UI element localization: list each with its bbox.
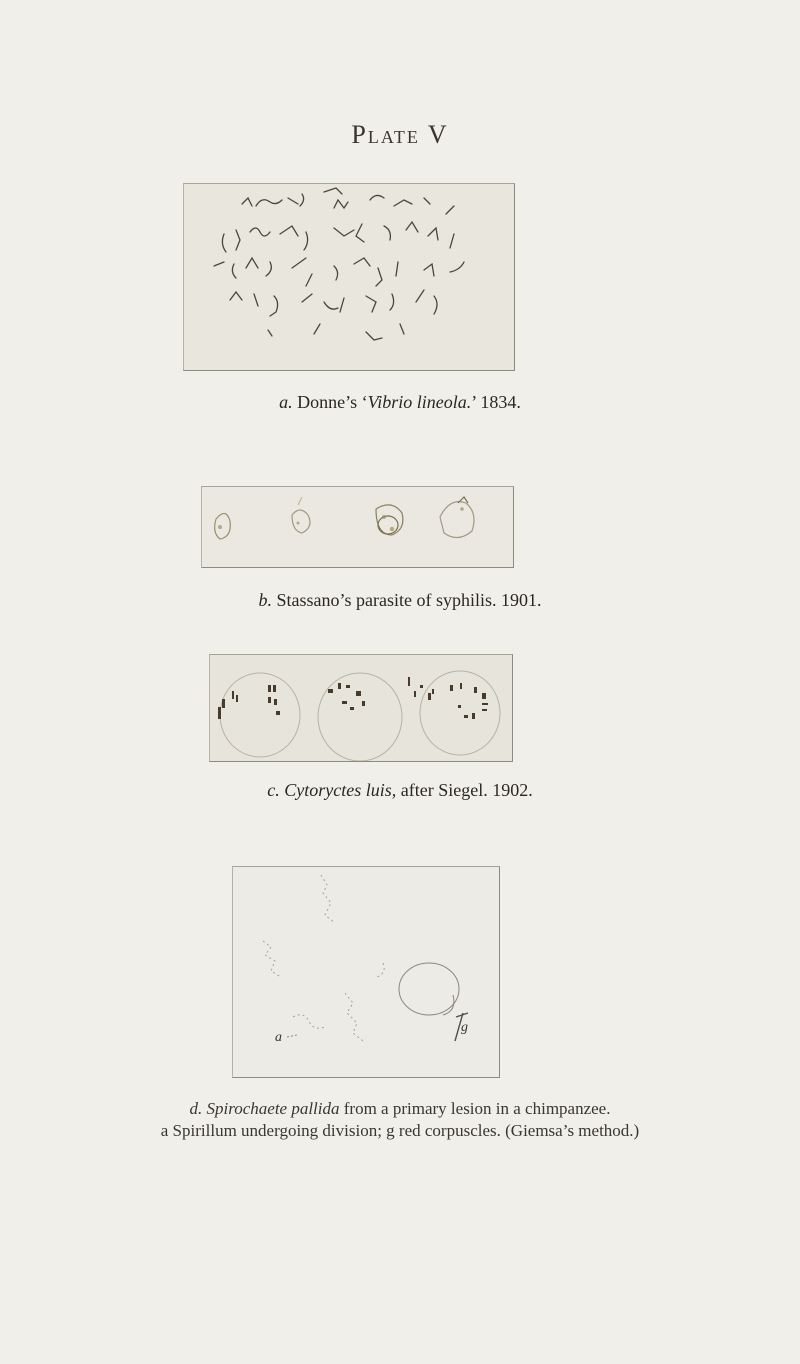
figure-d-caption-line1-post: from a primary lesion in a chimpanzee. [339, 1099, 611, 1118]
figure-d-caption-italic: Spirochaete pallida [206, 1099, 340, 1118]
figure-d-label-g: g [461, 1020, 468, 1035]
figure-b-caption-text: Stassano’s parasite of syphilis. 1901. [276, 590, 542, 610]
figure-d-panel [232, 866, 500, 1078]
figure-a-letter: a. [279, 392, 293, 412]
figure-d-caption-line1 [0, 1098, 800, 1120]
figure-d-caption [0, 1098, 800, 1142]
figure-d-label-a: a [275, 1030, 282, 1045]
figure-c-illustration [210, 655, 512, 761]
figure-a-caption-post: ’ 1834. [471, 392, 521, 412]
figure-c-caption [0, 780, 800, 801]
figure-a-panel [183, 183, 515, 371]
figure-a-illustration [184, 184, 514, 370]
figure-d-caption-line2: a Spirillum undergoing division; g red corpuscles. (Giemsa’s method.) [160, 1121, 640, 1140]
figure-b-panel [201, 486, 514, 568]
figure-b-caption [0, 590, 800, 611]
figure-a-caption-italic: Vibrio lineola. [367, 392, 472, 412]
figure-c-caption-italic: Cytoryctes luis, [284, 780, 397, 800]
figure-c-caption-post: after Siegel. 1902. [396, 780, 533, 800]
figure-d-letter: d. [189, 1099, 203, 1118]
figure-c-panel [209, 654, 513, 762]
figure-c-letter: c. [267, 780, 280, 800]
figure-b-illustration [202, 487, 513, 567]
figure-b-letter: b. [258, 590, 272, 610]
figure-a-caption-pre: Donne’s ‘ [297, 392, 368, 412]
plate-title: Plate V [351, 120, 449, 149]
figure-d-illustration [233, 867, 499, 1077]
figure-a-caption [0, 392, 800, 413]
